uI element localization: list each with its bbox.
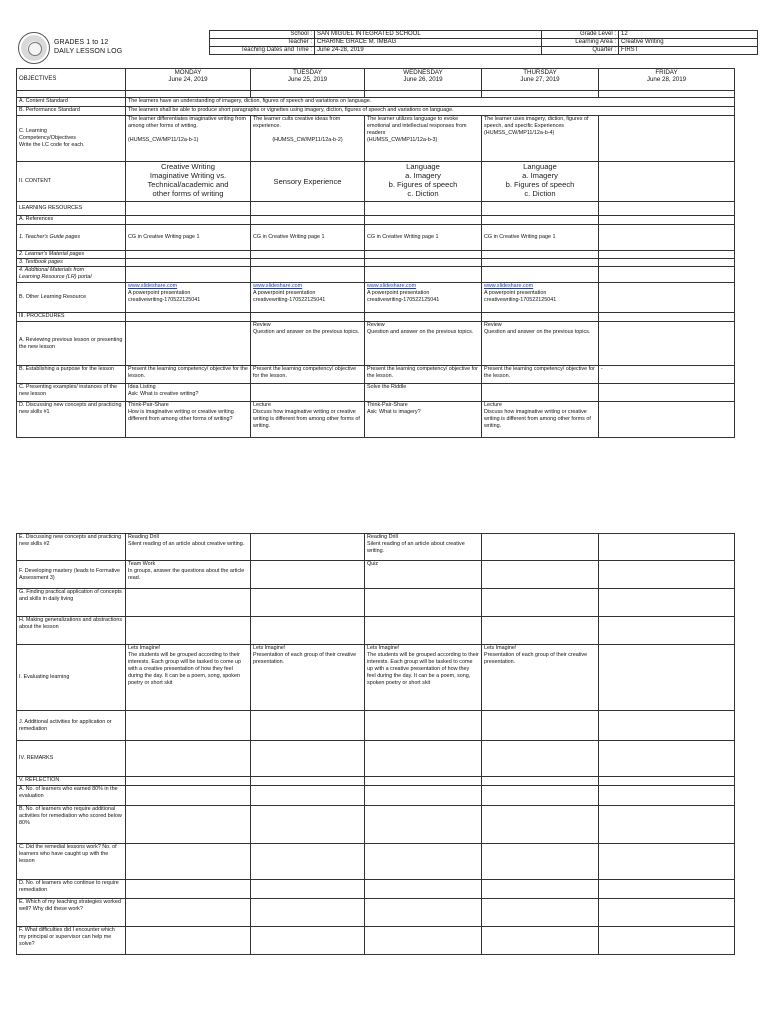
discuss1-monday: Think-Pair-Share How is imaginative writing or creative writing different from among other forms of writing?	[126, 402, 251, 438]
review-label: A. Reviewing previous lesson or presenting the new lesson	[17, 322, 126, 366]
mastery-label: F. Developing mastery (leads to Formative Assessment 3)	[17, 561, 126, 589]
area-label: Learning Area :	[542, 39, 619, 47]
content-standard-label: A. Content Standard	[17, 98, 126, 107]
teacher-label: Teacher :	[210, 39, 315, 47]
other-resource-thursday: www.slideshare.com A powerpoint presentation creativewriting-170522125041	[482, 283, 599, 313]
dates-label: Teaching Dates and Time :	[210, 47, 315, 55]
title-line-2: DAILY LESSON LOG	[54, 48, 123, 55]
discuss1-thursday: Lecture Discuss how imaginative writing or creative writing is different from among other forms of writing.	[482, 402, 599, 438]
slideshare-link[interactable]: www.slideshare.com	[484, 283, 534, 289]
examples-wednesday: Solve the Riddle	[365, 384, 482, 402]
competency-thursday: The learner uses imagery, diction, figures of speech, and specific Experiences (HUMSS_CW/MP11/12a-b-4)	[482, 116, 599, 162]
wednesday-header: WEDNESDAY June 26, 2019	[365, 69, 482, 91]
teachers-guide-monday: CG in Creative Writing page 1	[126, 225, 251, 251]
school-label: School :	[210, 31, 315, 39]
other-resource-label: B. Other Learning Resource	[17, 283, 126, 313]
evaluating-label: I. Evaluating learning	[17, 645, 126, 711]
purpose-friday: -	[599, 366, 735, 384]
evaluating-thursday: Lets Imagine! Presentation of each group of their creative presentation.	[482, 645, 599, 711]
content-tuesday: Sensory Experience	[251, 162, 365, 202]
examples-monday: Idea Listing Ask: What is creative writing?	[126, 384, 251, 402]
discuss2-label: E. Discussing new concepts and practicing new skills #2	[17, 534, 126, 561]
quarter-value: FIRST	[619, 47, 758, 55]
objectives-heading: OBJECTIVES	[17, 69, 126, 91]
review-tuesday: Review Question and answer on the previous topics.	[251, 322, 365, 366]
discuss1-wednesday: Think-Pair-Share Ask: What is imagery?	[365, 402, 482, 438]
references-label: A. References	[17, 216, 126, 225]
generalization-label: H. Making generalizations and abstractions about the lesson	[17, 617, 126, 645]
title-line-1: GRADES 1 to 12	[54, 39, 109, 46]
content-thursday: Language a. Imagery b. Figures of speech c. Diction	[482, 162, 599, 202]
lr-portal-label: 4. Additional Materials from Learning Resource (LR) portal	[17, 267, 126, 283]
discuss1-label: D. Discussing new concepts and practicing new skills #1	[17, 402, 126, 438]
teachers-guide-thursday: CG in Creative Writing page 1	[482, 225, 599, 251]
friday-header: FRIDAY June 28, 2019	[599, 69, 735, 91]
slideshare-link[interactable]: www.slideshare.com	[253, 283, 303, 289]
reflection-label: V. REFLECTION	[17, 777, 126, 786]
mastery-monday: Team Work In groups, answer the questions about the article read.	[126, 561, 251, 589]
performance-standard-text: The learners shall be able to produce short paragraphs or vignettes using imagery, diction, figures of speech and variations on language.	[126, 107, 735, 116]
review-thursday: Review Question and answer on the previous topics.	[482, 322, 599, 366]
content-label: II. CONTENT	[17, 162, 126, 202]
evaluating-wednesday: Lets Imagine! The students will be grouped according to their interests. Each group will be tasked to come up with a creative presentation of how they feel during the day. It can be a poem, song, spoken poetry or short skit	[365, 645, 482, 711]
lesson-table-part-2	[16, 533, 735, 955]
review-wednesday: Review Question and answer on the previous topics.	[365, 322, 482, 366]
purpose-label: B. Establishing a purpose for the lesson	[17, 366, 126, 384]
purpose-thursday: Present the learning competency/ objective for the lesson.	[482, 366, 599, 384]
reflection-f-label: F. What difficulties did I encounter which my principal or supervisor can help me solve?	[17, 927, 126, 955]
slideshare-link[interactable]: www.slideshare.com	[367, 283, 417, 289]
evaluating-monday: Lets Imagine! The students will be grouped according to their interests. Each group will be tasked to come up with a creative presentation of how they feel during the day. It can be a poem, song, spoken poetry or short skit	[126, 645, 251, 711]
textbook-label: 3. Textbook pages	[17, 259, 126, 267]
thursday-header: THURSDAY June 27, 2019	[482, 69, 599, 91]
performance-standard-label: B. Performance Standard	[17, 107, 126, 116]
application-label: G. Finding practical application of concepts and skills in daily living	[17, 589, 126, 617]
examples-label: C. Presenting examples/ instances of the new lesson	[17, 384, 126, 402]
discuss2-monday: Reading Drill Silent reading of an article about creative writing.	[126, 534, 251, 561]
content-wednesday: Language a. Imagery b. Figures of speech c. Diction	[365, 162, 482, 202]
teachers-guide-tuesday: CG in Creative Writing page 1	[251, 225, 365, 251]
tuesday-header: TUESDAY June 25, 2019	[251, 69, 365, 91]
other-resource-monday: www.slideshare.com A powerpoint presentation creativewriting-170522125041	[126, 283, 251, 313]
reflection-c-label: C. Did the remedial lessons work? No. of learners who have caught up with the lesson	[17, 844, 126, 880]
additional-activities-label: J. Additional activities for application or remediation	[17, 711, 126, 741]
content-standard-text: The learners have an understanding of imagery, diction, figures of speech and variations on language.	[126, 98, 735, 107]
purpose-wednesday: Present the learning competency/ objective for the lesson.	[365, 366, 482, 384]
procedures-label: III. PROCEDURES	[17, 313, 126, 322]
reflection-a-label: A. No. of learners who earned 80% in the evaluation	[17, 786, 126, 806]
school-value: SAN MIGUEL INTEGRATED SCHOOL	[315, 31, 542, 39]
slideshare-link[interactable]: www.slideshare.com	[128, 283, 178, 289]
learning-resources-label: LEARNING RESOURCES	[17, 202, 126, 216]
purpose-tuesday: Present the learning competency/ objective for the lesson.	[251, 366, 365, 384]
lesson-table-part-1	[16, 68, 735, 438]
teachers-guide-wednesday: CG in Creative Writing page 1	[365, 225, 482, 251]
grade-value: 12	[619, 31, 758, 39]
other-resource-tuesday: www.slideshare.com A powerpoint presentation creativewriting-170522125041	[251, 283, 365, 313]
reflection-e-label: E. Which of my teaching strategies worked well? Why did these work?	[17, 899, 126, 927]
teacher-value: CHARINE GRACE M. IMBAG	[315, 39, 542, 47]
remarks-label: IV. REMARKS	[17, 741, 126, 777]
monday-header: MONDAY June 24, 2019	[126, 69, 251, 91]
reflection-b-label: B. No. of learners who require additional activities for remediation who scored below 80%	[17, 806, 126, 844]
learners-material-label: 2. Learner's Material pages	[17, 251, 126, 259]
other-resource-wednesday: www.slideshare.com A powerpoint presentation creativewriting-170522125041	[365, 283, 482, 313]
header-info-table	[209, 30, 758, 55]
evaluating-tuesday: Lets Imagine! Presentation of each group of their creative presentation.	[251, 645, 365, 711]
purpose-monday: Present the learning competency/ objective for the lesson.	[126, 366, 251, 384]
competency-wednesday: The learner utilizes language to evoke emotional and intellectual responses from readers (HUMSS_CW/MP11/12a-b-3)	[365, 116, 482, 162]
competency-monday: The learner differentiates imaginative writing from among other forms of writing. (HUMSS_CW/MP11/12a-b-1)	[126, 116, 251, 162]
discuss2-wednesday: Reading Drill Silent reading of an article about creative writing.	[365, 534, 482, 561]
grade-label: Grade Level :	[542, 31, 619, 39]
deped-seal-icon	[18, 32, 50, 64]
reflection-d-label: D. No. of learners who continue to require remediation	[17, 880, 126, 899]
mastery-wednesday: Quiz	[365, 561, 482, 589]
content-monday: Creative Writing Imaginative Writing vs. Technical/academic and other forms of writing	[126, 162, 251, 202]
area-value: Creative Writing	[619, 39, 758, 47]
quarter-label: Quarter :	[542, 47, 619, 55]
competency-label: C. Learning Competency/Objectives Write the LC code for each.	[17, 116, 126, 162]
competency-tuesday: The learner cults creative ideas from experience. (HUMSS_CW/MP11/12a-b-2)	[251, 116, 365, 162]
discuss1-tuesday: Lecture Discuss how imaginative writing or creative writing is different from among other forms of writing.	[251, 402, 365, 438]
teachers-guide-label: 1. Teacher's Guide pages	[17, 225, 126, 251]
dates-value: June 24-28, 2019	[315, 47, 542, 55]
